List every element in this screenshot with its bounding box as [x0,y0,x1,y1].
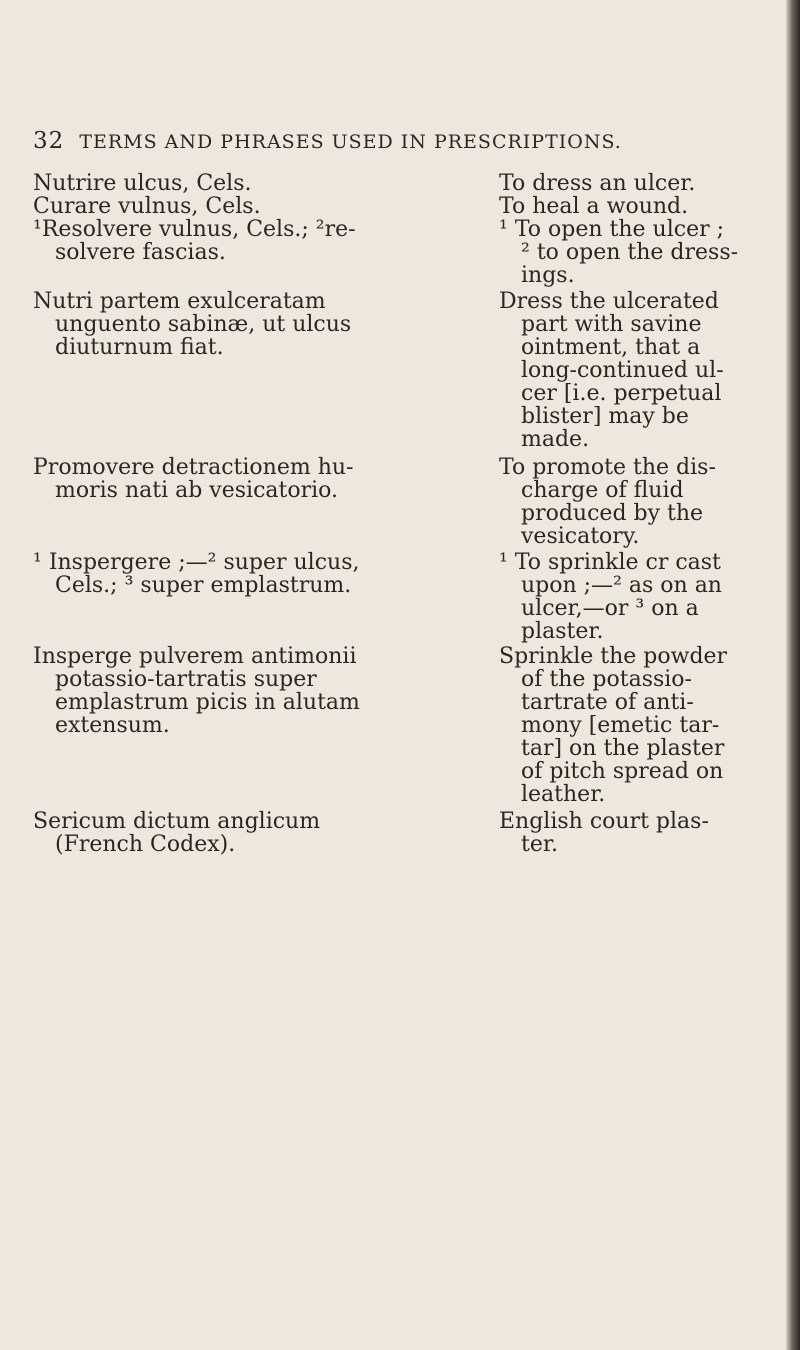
english-line: charge of fluid [521,478,684,503]
english-line: ings. [521,263,575,288]
english-line: ² to open the dress- [521,240,739,265]
english-line: produced by the [521,501,704,526]
english-line: Sprinkle the powder [499,644,728,669]
latin-line: extensum. [55,713,170,738]
english-line: part with savine [521,312,702,337]
english-line: plaster. [521,619,604,644]
english-line: To dress an ulcer. [499,171,696,196]
english-line: long-continued ul- [521,358,724,383]
english-line: To promote the dis- [499,455,716,480]
latin-line: Curare vulnus, Cels. [33,194,261,219]
latin-line: unguento sabinæ, ut ulcus [55,312,352,337]
english-translation [499,551,765,643]
latin-line: potassio-tartratis super [55,667,317,692]
latin-phrase [33,195,483,218]
english-line: ulcer,—or ³ on a [521,596,699,621]
english-translation [499,456,765,548]
latin-phrase [33,456,483,502]
latin-phrase [33,551,483,597]
latin-line: solvere fascias. [55,240,226,265]
english-translation [499,195,765,218]
latin-phrase [33,290,483,359]
english-line: ointment, that a [521,335,701,360]
english-line: English court plas- [499,809,709,834]
latin-line: Nutrire ulcus, Cels. [33,171,252,196]
latin-line: ¹ Inspergere ;—² super ulcus, [33,550,360,575]
english-line: cer [i.e. perpetual [521,381,722,406]
latin-line: diuturnum fiat. [55,335,224,360]
latin-line: emplastrum picis in alutam [55,690,360,715]
latin-line: moris nati ab vesicatorio. [55,478,338,503]
english-translation [499,290,765,451]
english-line: leather. [521,782,606,807]
english-translation [499,810,765,856]
english-translation [499,218,765,287]
english-line: To heal a wound. [499,194,689,219]
running-title: TERMS AND PHRASES USED IN PRESCRIPTIONS. [79,131,622,153]
latin-line: Cels.; ³ super emplastrum. [55,573,352,598]
running-header [33,128,773,154]
latin-line: Insperge pulverem antimonii [33,644,357,669]
latin-phrase [33,645,483,737]
english-line: Dress the ulcerated [499,289,719,314]
english-line: of pitch spread on [521,759,724,784]
english-line: of the potassio- [521,667,692,692]
english-line: blister] may be [521,404,689,429]
english-line: ter. [521,832,558,857]
english-translation [499,645,765,806]
latin-phrase [33,172,483,195]
latin-phrase [33,218,483,264]
latin-line: Promovere detractionem hu- [33,455,354,480]
english-translation [499,172,765,195]
page-binding-edge [786,0,800,1350]
latin-line: Sericum dictum anglicum [33,809,321,834]
latin-line: ¹Resolvere vulnus, Cels.; ²re- [33,217,356,242]
english-line: ¹ To sprinkle cr cast [499,550,721,575]
latin-line: (French Codex). [55,832,236,857]
english-line: mony [emetic tar- [521,713,720,738]
english-line: tar] on the plaster [521,736,725,761]
english-line: ¹ To open the ulcer ; [499,217,725,242]
page-number: 32 [33,128,65,154]
english-line: made. [521,427,590,452]
latin-phrase [33,810,483,856]
english-line: vesicatory. [521,524,640,549]
english-line: upon ;—² as on an [521,573,722,598]
english-line: tartrate of anti- [521,690,694,715]
latin-line: Nutri partem exulceratam [33,289,326,314]
